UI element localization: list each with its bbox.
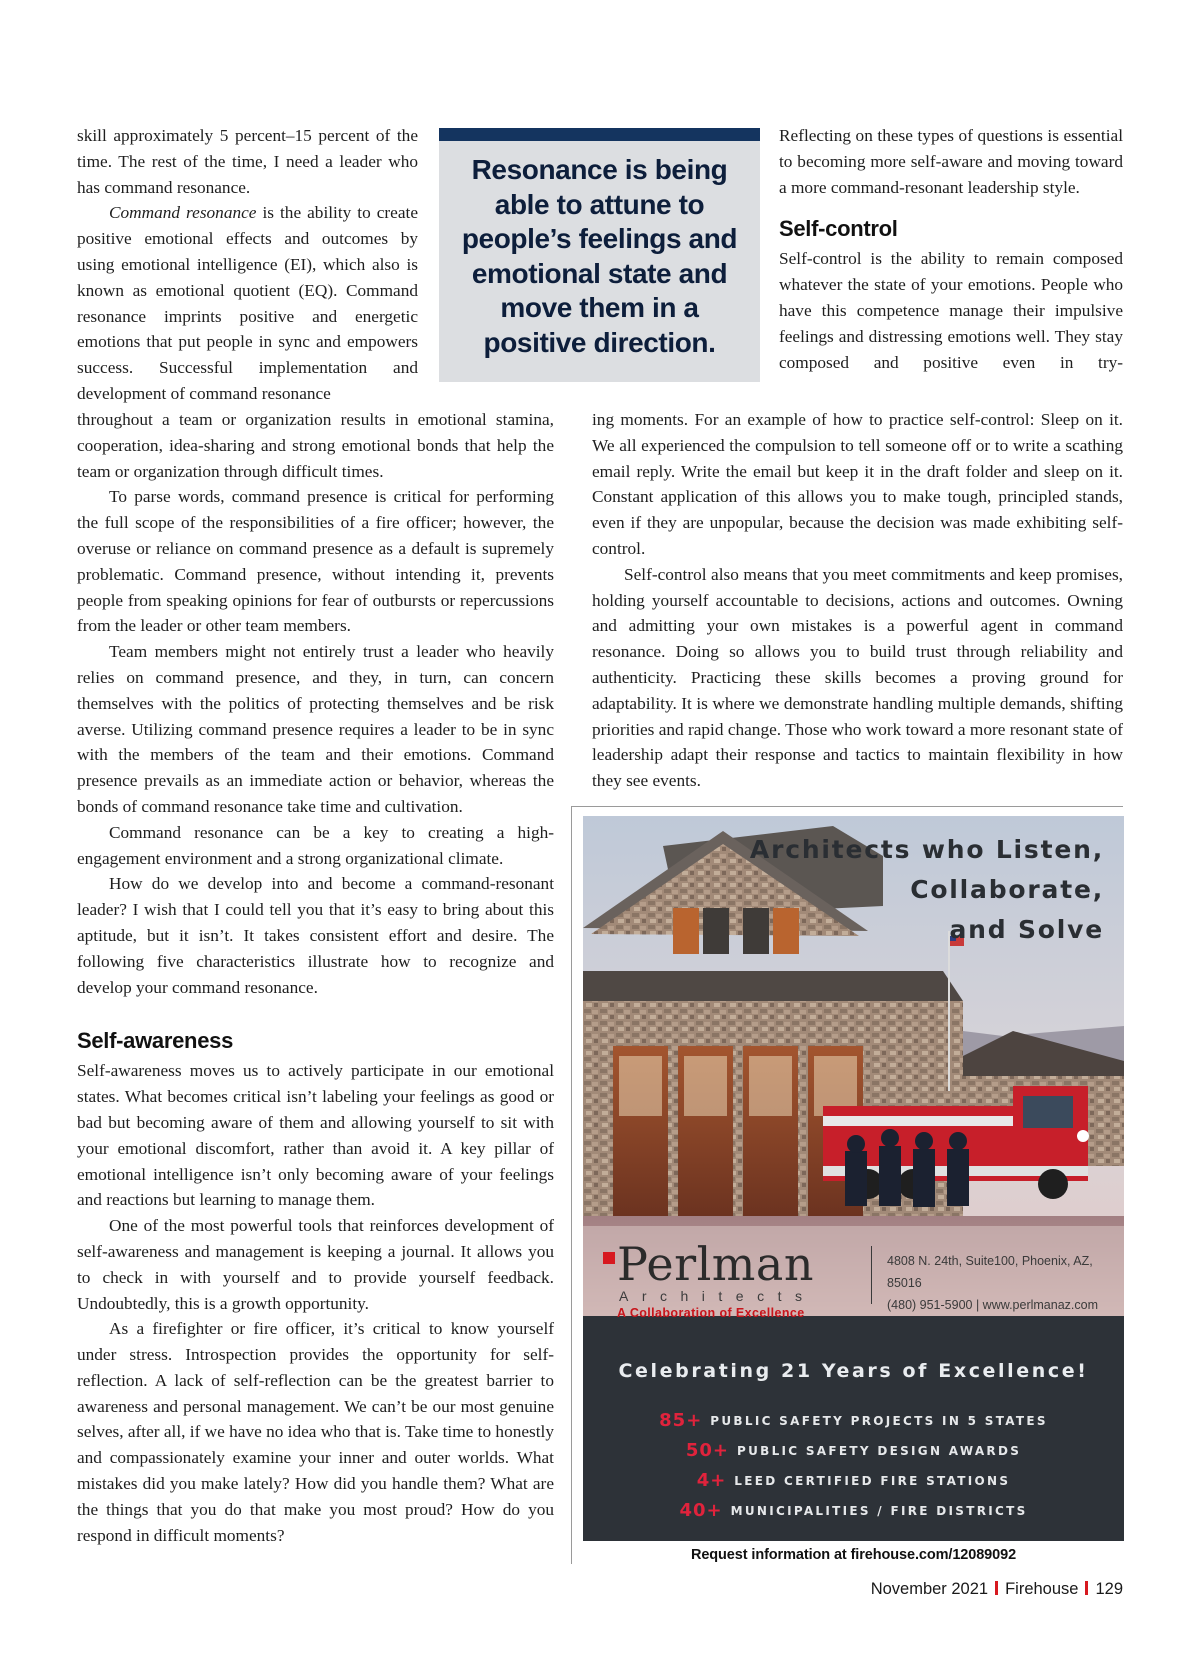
ad-stat-row (583, 1410, 1124, 1440)
logo-subtitle: Architects (619, 1288, 816, 1304)
logo-divider (871, 1246, 872, 1304)
ad-headline-line: Architects who Listen, (749, 835, 1104, 864)
paragraph: How do we develop into and become a command-resonant leader? I wish that I could tell you that it’s easy to bring about this aptitude, but it isn’t. It takes consistent effort and desire. The following five characteristics illustrate how to recognize and develop your command resonance. (77, 874, 554, 997)
paragraph: Self-control also means that you meet commitments and keep promises, holding yourself accountable to decisions, actions and outcomes. Owning and admitting your own mistakes is a powerful agent in command resonance. Doing so allows you to build trust through reliability and authenticity. Practicing these skills becomes a proving ground for adaptability. It is where we demonstrate handling multiple demands, shifting priorities and rapid change. Those who work toward a more resonant state of leadership adapt their response and tactics to maintain flexibility in how they see events. (592, 564, 1123, 791)
ad-stats-list (583, 1410, 1124, 1530)
stat-number: 40+ (679, 1500, 723, 1521)
request-info-link[interactable]: Request information at firehouse.com/12089092 (690, 1547, 1017, 1563)
folio-separator (995, 1581, 998, 1595)
ad-headline-line: and Solve (949, 915, 1104, 944)
ad-band-title: Celebrating 21 Years of Excellence! (618, 1360, 1089, 1382)
folio-magazine: Firehouse (1005, 1580, 1079, 1598)
ad-contact (887, 1250, 1121, 1316)
pull-quote (439, 128, 760, 382)
paragraph: Self-control is the ability to remain composed whatever the state of your emotions. People who have this competence manage their impulsive feelings and distressing emotions well. They stay composed and positive even in try- (779, 249, 1123, 372)
ad-stat-row (583, 1470, 1124, 1500)
article-column-right-top (779, 123, 1123, 375)
paragraph: One of the most powerful tools that reinforces development of self-awareness and management is keeping a journal. It allows you to check in with yourself and to provide yourself feedback. Undoubtedly, this is a growth opportunity. (77, 1216, 554, 1313)
stat-number: 50+ (685, 1440, 729, 1461)
paragraph: skill approximately 5 percent–15 percent of the time. The rest of the time, I need a leader who has command resonance. (77, 126, 418, 197)
ad-address: 4808 N. 24th, Suite100, Phoenix, AZ, 85016 (887, 1254, 1093, 1290)
folio-page-number: 129 (1095, 1580, 1123, 1598)
stat-label: LEED CERTIFIED FIRE STATIONS (734, 1473, 1011, 1488)
stat-label: PUBLIC SAFETY PROJECTS IN 5 STATES (710, 1413, 1048, 1428)
perlman-advertisement[interactable] (583, 816, 1124, 1541)
paragraph-text: is the ability to create positive emotional effects and outcomes by using emotional intelligence (EI), which also is known as emotional quotient (EQ). Command resonance imprints positive and energetic emotions that put people in sync and empowers success. Successful implementation and development of command resonance (77, 203, 418, 403)
ad-stat-row (583, 1440, 1124, 1470)
paragraph: ing moments. For an example of how to practice self-control: Sleep on it. We all experienced the compulsion to tell someone off or to write a scathing email reply. Write the email but keep it in the draft folder and sleep on it. Constant application of this allows you to make tough, principled stands, even if they are unpopular, because the decision was made exhibiting self-control. (592, 410, 1123, 558)
stat-label: PUBLIC SAFETY DESIGN AWARDS (736, 1443, 1022, 1458)
folio-separator (1085, 1581, 1088, 1595)
logo-wordmark: Perlman (617, 1237, 814, 1291)
paragraph: throughout a team or organization results in emotional stamina, cooperation, idea-sharing and strong emotional bonds that help the team or organization through difficult times. (77, 410, 554, 481)
paragraph: Self-awareness moves us to actively participate in our emotional states. What becomes critical isn’t labeling your feelings as good or bad but becoming aware of them and allowing yourself to sit with your emotional discomfort, rather than avoid it. A key pillar of emotional intelligence isn’t only becoming aware of your feelings and reactions but learning to manage them. (77, 1061, 554, 1210)
paragraph (77, 200, 418, 406)
paragraph: As a firefighter or fire officer, it’s critical to know yourself under stress. Introspection provides the opportunity for self-reflection. A lack of self-reflection can be the greatest barrier to awareness and personal management. We can’t be our most genuine selves, after all, if we have no idea who that is. Take time to honestly and compassionately examine your inner and outer worlds. What mistakes did you make lately? How did you handle them? What are the things that you do that make you most proud? How do you respond in difficult moments? (77, 1319, 554, 1545)
folio-date: November 2021 (870, 1580, 989, 1598)
paragraph: Reflecting on these types of questions is essential to becoming more self-aware and moving toward a more command-resonant leadership style. (779, 126, 1123, 197)
section-heading-self-awareness: Self-awareness (77, 1028, 233, 1054)
section-heading-self-control: Self-control (779, 216, 898, 242)
paragraph: Team members might not entirely trust a leader who heavily relies on command presence, and they, in turn, can concern themselves with the politics of protecting themselves and be risk averse. Utilizing command presence requires a leader to be in sync with the members of the team and their emotions. Command presence prevails as an immediate action or behavior, whereas the bonds of command resonance take time and cultivation. (77, 642, 554, 816)
paragraph: To parse words, command presence is critical for performing the full scope of the responsibilities of a fire officer; however, the overuse or reliance on command presence as a default is supremely problematic. Command presence, without intending it, prevents people from speaking opinions for fear of outbursts or repercussions from the leader or other team members. (77, 487, 554, 636)
perlman-logo-block (601, 1238, 1121, 1318)
paragraph: Command resonance can be a key to creating a high-engagement environment and a strong organizational climate. (77, 822, 554, 868)
stat-number: 85+ (659, 1410, 703, 1431)
stat-label: MUNICIPALITIES / FIRE DISTRICTS (730, 1503, 1028, 1518)
pull-quote-text: Resonance is being able to attune to people’s feelings and emotional state and move them in a positive direction. (461, 154, 738, 358)
stat-number: 4+ (696, 1470, 727, 1491)
article-column-left-top (77, 123, 418, 407)
ad-headline (750, 830, 1104, 950)
italic-lead: Command resonance (109, 203, 257, 223)
logo-red-square-icon (603, 1252, 615, 1264)
ad-divider-vertical (571, 806, 572, 1564)
page-folio (871, 1580, 1123, 1599)
logo-tagline: A Collaboration of Excellence (617, 1306, 805, 1320)
ad-headline-line: Collaborate, (910, 875, 1104, 904)
ad-phone-web: (480) 951-5900 | www.perlmanaz.com (887, 1298, 1098, 1312)
article-column-left (77, 407, 554, 1548)
ad-stat-row (583, 1500, 1124, 1530)
ad-divider-horizontal (571, 806, 1123, 807)
article-column-right (592, 407, 1123, 794)
